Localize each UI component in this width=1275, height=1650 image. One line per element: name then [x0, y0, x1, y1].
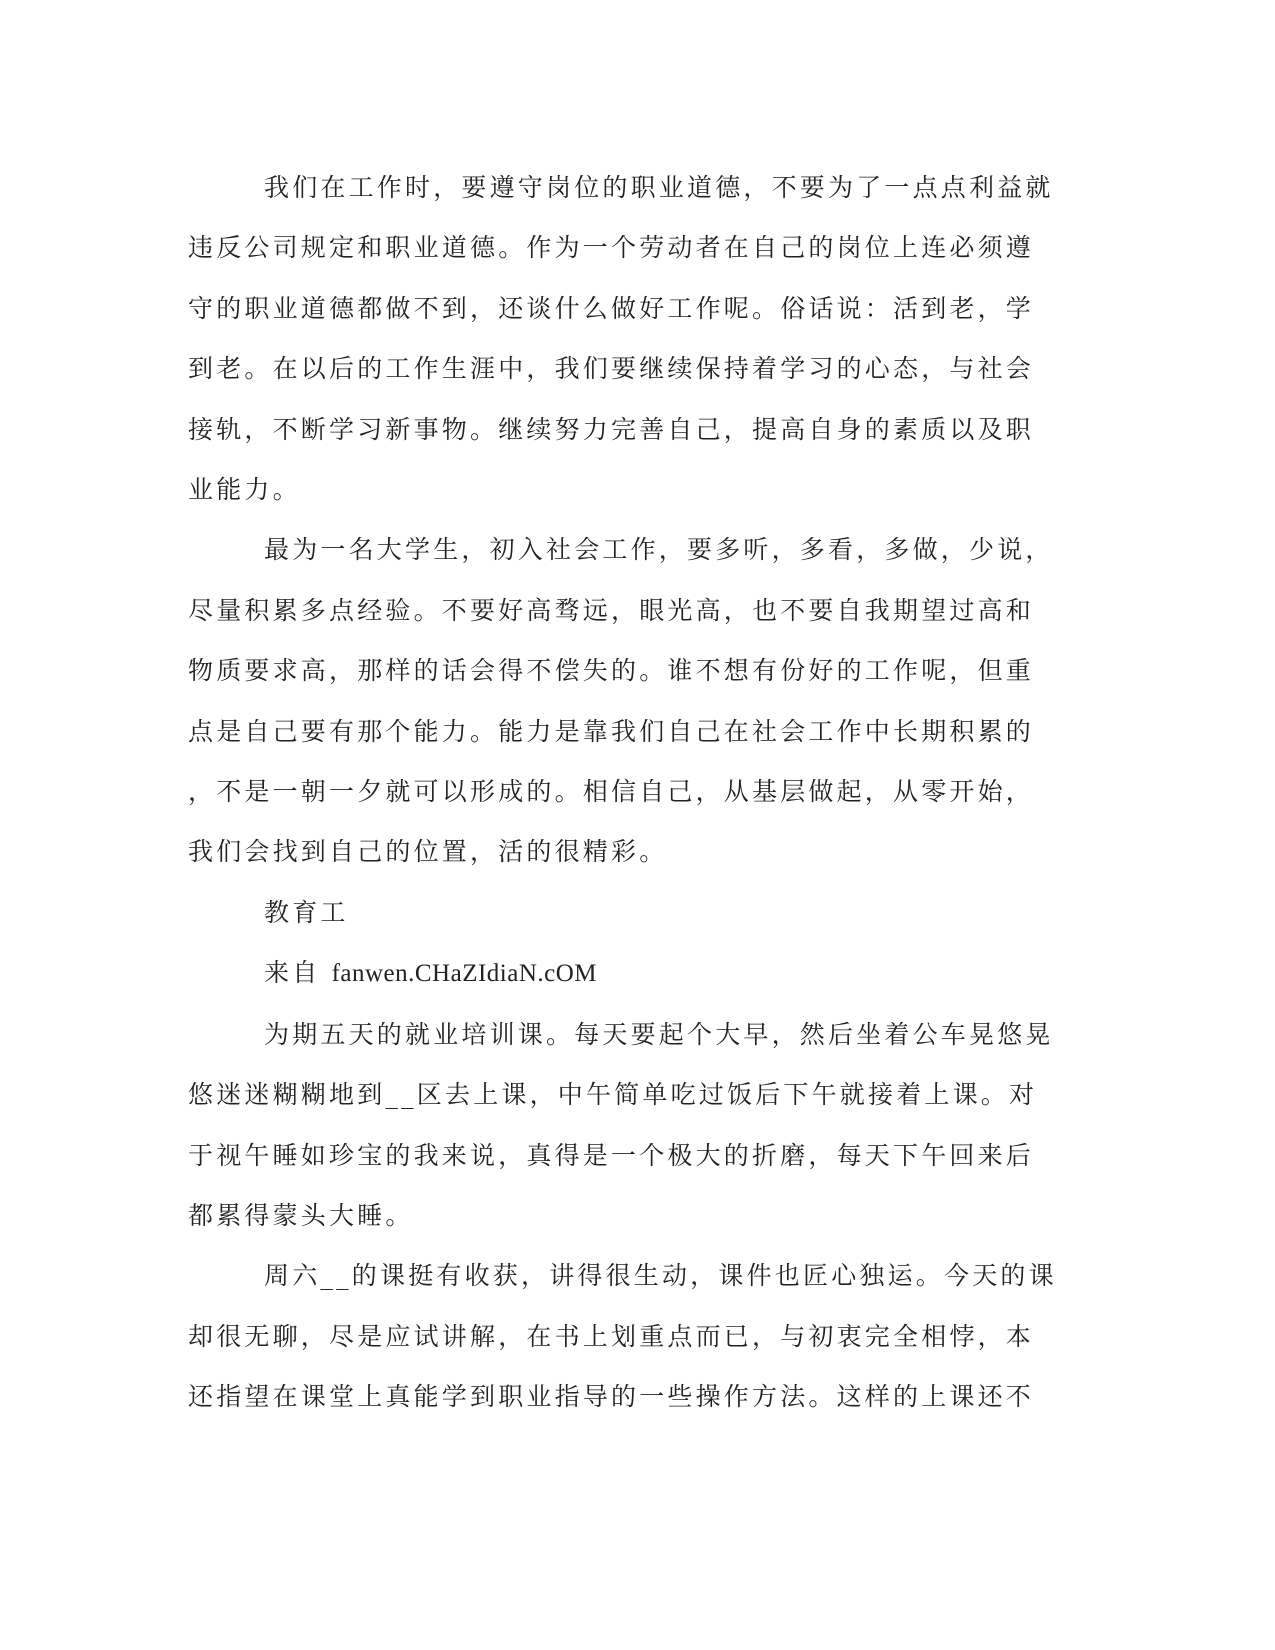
text-line: 都累得蒙头大睡。	[188, 1200, 414, 1230]
text-line: 最为一名大学生，初入社会工作，要多听，多看，多做，少说，	[264, 535, 1054, 565]
text-line: 物质要求高，那样的话会得不偿失的。谁不想有份好的工作呢，但重	[188, 656, 1035, 686]
text-line: 周六__的课挺有收获，讲得很生动，课件也匠心独运。今天的课	[264, 1261, 1057, 1291]
document-body	[188, 158, 1068, 1428]
text-line: 教育工	[264, 897, 349, 927]
text-line: 我们会找到自己的位置，活的很精彩。	[188, 837, 668, 867]
source-site: fanwen.CHaZIdiaN.cOM	[331, 960, 598, 988]
paragraph-heading-fragment	[188, 883, 1068, 943]
paragraph-graduate-advice	[188, 520, 1068, 882]
text-line: 接轨，不断学习新事物。继续努力完善自己，提高自身的素质以及职	[188, 414, 1035, 444]
text-line: ，不是一朝一夕就可以形成的。相信自己，从基层做起，从零开始，	[188, 777, 1035, 807]
text-line: 为期五天的就业培训课。每天要起个大早，然后坐着公车晃悠晃	[264, 1019, 1054, 1049]
text-line: 我们在工作时，要遵守岗位的职业道德，不要为了一点点利益就	[264, 173, 1054, 202]
paragraph-training-course	[188, 1005, 1068, 1247]
paragraph-saturday-class	[188, 1246, 1068, 1427]
paragraph-source	[188, 943, 1068, 1004]
text-line: 于视午睡如珍宝的我来说，真得是一个极大的折磨，每天下午回来后	[188, 1140, 1035, 1170]
text-line: 却很无聊，尽是应试讲解，在书上划重点而已，与初衷完全相悖，本	[188, 1321, 1035, 1351]
text-line: 到老。在以后的工作生涯中，我们要继续保持着学习的心态，与社会	[188, 354, 1035, 384]
source-prefix: 来自	[264, 958, 332, 988]
text-line: 违反公司规定和职业道德。作为一个劳动者在自己的岗位上连必须遵	[188, 233, 1035, 263]
text-line: 守的职业道德都做不到，还谈什么做好工作呢。俗话说：活到老，学	[188, 293, 1035, 323]
paragraph-work-ethics	[188, 158, 1068, 520]
text-line: 业能力。	[188, 475, 301, 505]
text-line: 点是自己要有那个能力。能力是靠我们自己在社会工作中长期积累的	[188, 716, 1035, 746]
text-line: 悠迷迷糊糊地到__区去上课，中午简单吃过饭后下午就接着上课。对	[188, 1080, 1038, 1110]
text-line: 还指望在课堂上真能学到职业指导的一些操作方法。这样的上课还不	[188, 1382, 1035, 1412]
text-line: 尽量积累多点经验。不要好高骛远，眼光高，也不要自我期望过高和	[188, 595, 1035, 625]
